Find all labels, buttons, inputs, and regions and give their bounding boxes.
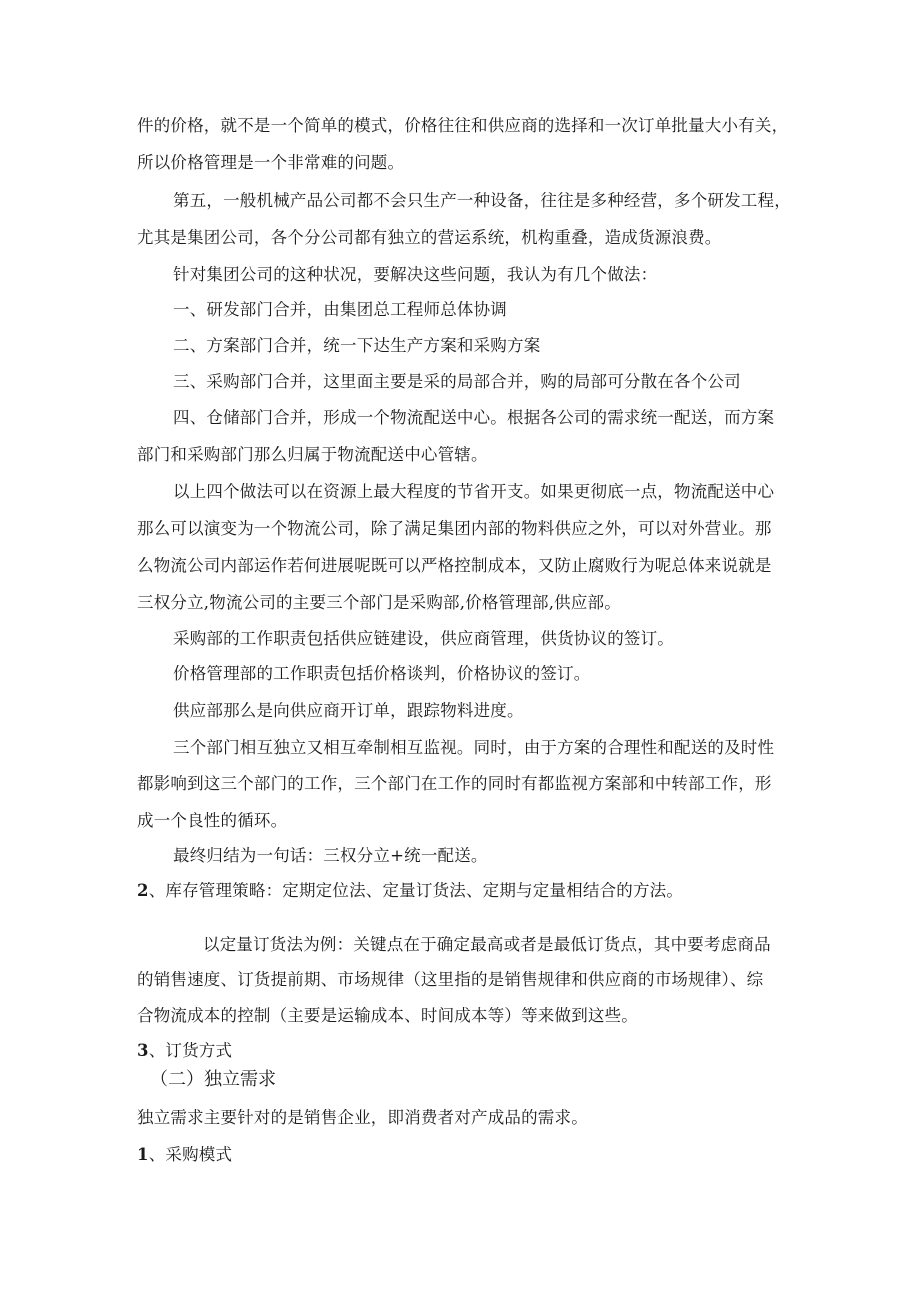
heading-text: 、订货方式 xyxy=(148,1041,233,1060)
paragraph-line: 以上四个做法可以在资源上最大程度的节省开支。如果更彻底一点，物流配送中心 xyxy=(173,482,775,501)
paragraph-line: 独立需求主要针对的是销售企业，即消费者对产成品的需求。 xyxy=(137,1108,588,1127)
paragraph-line: 供应部那么是向供应商开订单，跟踪物料进度。 xyxy=(173,701,524,720)
heading-number: 3 xyxy=(137,1041,149,1060)
paragraph-line: 么物流公司内部运作若何进展呢既可以严格控制成本，又防止腐败行为呢总体来说就是 xyxy=(137,556,772,575)
paragraph-line: 最终归结为一句话：三权分立+统一配送。 xyxy=(173,846,488,865)
numbered-heading xyxy=(137,1144,232,1166)
paragraph-line: 成一个良性的循环。 xyxy=(137,811,288,830)
list-item: 三、采购部门合并，这里面主要是采的局部合并，购的局部可分散在各个公司 xyxy=(173,372,741,391)
paragraph-line: 针对集团公司的这种状况，要解决这些问题，我认为有几个做法： xyxy=(173,265,658,284)
paragraph-line: 价格管理部的工作职责包括价格谈判，价格协议的签订。 xyxy=(173,664,591,683)
list-item: 一、研发部门合并，由集团总工程师总体协调 xyxy=(173,300,507,319)
paragraph-line: 所以价格管理是一个非常难的问题。 xyxy=(137,153,405,172)
paragraph-line: 第五，一般机械产品公司都不会只生产一种设备，往往是多种经营，多个研发工程， xyxy=(173,191,791,210)
section-heading: （二）独立需求 xyxy=(150,1069,276,1090)
heading-number: 1 xyxy=(137,1145,149,1164)
numbered-heading xyxy=(137,1040,232,1062)
list-item: 四、仓储部门合并，形成一个物流配送中心。根据各公司的需求统一配送，而方案 xyxy=(173,408,775,427)
paragraph-line: 尤其是集团公司，各个分公司都有独立的营运系统，机构重叠，造成货源浪费。 xyxy=(137,228,722,247)
heading-text: 、库存管理策略：定期定位法、定量订货法、定期与定量相结合的方法。 xyxy=(148,881,684,900)
paragraph-line: 三权分立,物流公司的主要三个部门是采购部,价格管理部,供应部。 xyxy=(137,593,621,612)
paragraph-line: 件的价格，就不是一个简单的模式，价格往往和供应商的选择和一次订单批量大小有关， xyxy=(137,116,789,135)
paragraph-line: 三个部门相互独立又相互牵制相互监视。同时，由于方案的合理性和配送的及时性 xyxy=(173,738,775,757)
paragraph-line: 的销售速度、订货提前期、市场规律（这里指的是销售规律和供应商的市场规律）、综 xyxy=(137,970,764,989)
heading-number: 2 xyxy=(137,881,149,900)
numbered-heading xyxy=(137,880,683,902)
paragraph-line: 都影响到这三个部门的工作，三个部门在工作的同时有都监视方案部和中转部工作，形 xyxy=(137,774,772,793)
paragraph-line: 那么可以演变为一个物流公司，除了满足集团内部的物料供应之外，可以对外营业。那 xyxy=(137,519,772,538)
paragraph-line: 以定量订货法为例：关键点在于确定最高或者是最低订货点，其中要考虑商品 xyxy=(203,935,771,954)
paragraph-line: 部门和采购部门那么归属于物流配送中心管辖。 xyxy=(137,445,488,464)
list-item: 二、方案部门合并，统一下达生产方案和采购方案 xyxy=(173,336,541,355)
paragraph-line: 合物流成本的控制（主要是运输成本、时间成本等）等来做到这些。 xyxy=(137,1006,638,1025)
paragraph-line: 采购部的工作职责包括供应链建设，供应商管理，供货协议的签订。 xyxy=(173,629,674,648)
heading-text: 、采购模式 xyxy=(148,1145,233,1164)
